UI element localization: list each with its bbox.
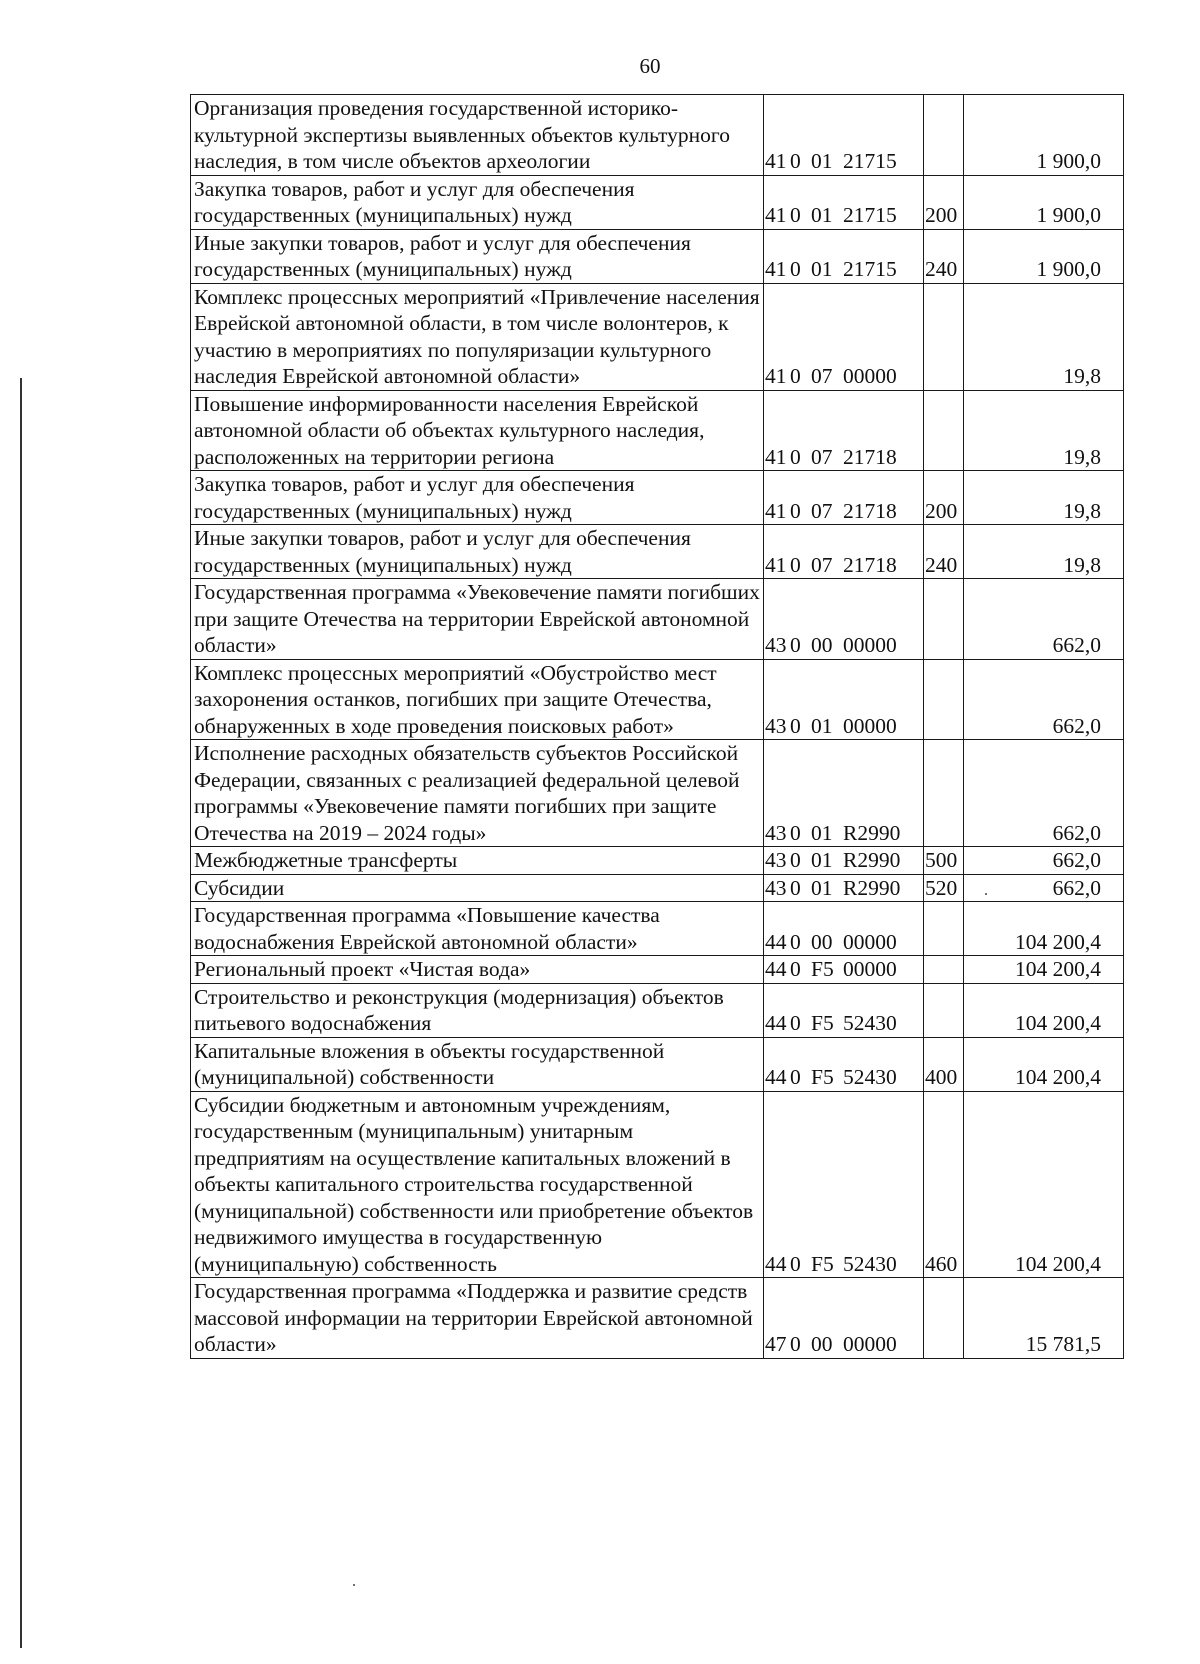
table-row (191, 874, 1124, 902)
expense-type-code (924, 1278, 964, 1359)
amount: 104 200,4 (964, 956, 1124, 984)
expense-type-code (924, 983, 964, 1037)
expense-type-code (924, 956, 964, 984)
expense-type-code: 200 (924, 175, 964, 229)
code-program: 43 (765, 875, 787, 900)
code-subprogram: 0 (790, 364, 801, 388)
target-article-code (764, 874, 924, 902)
expense-name: Субсидии бюджетным и автономным учреждениям, государственным (муниципальным) унитарным предприятиям на осуществление капитальных вложений в объекты капитального строительства государственной (муниципальной) собственности или приобретение объектов недвижимого имущества в государственную (муниципальную) собственность (191, 1091, 764, 1278)
code-program: 47 (765, 1332, 787, 1356)
code-subprogram: 0 (790, 848, 801, 872)
amount: 104 200,4 (964, 983, 1124, 1037)
code-program: 43 (765, 713, 787, 738)
table-row (191, 956, 1124, 984)
code-subprogram: 0 (790, 1065, 801, 1089)
table-row (191, 229, 1124, 283)
code-group: 01 (811, 149, 833, 173)
code-group: 01 (811, 820, 833, 845)
code-subprogram: 0 (790, 498, 801, 523)
code-group: 07 (811, 498, 833, 523)
code-program: 44 (765, 1011, 787, 1035)
code-program: 43 (765, 820, 787, 845)
amount: 19,8 (964, 471, 1124, 525)
code-group: 00 (811, 929, 833, 954)
table-row (191, 283, 1124, 390)
code-program: 44 (765, 929, 787, 954)
code-subprogram: 0 (790, 929, 801, 954)
code-group: 01 (811, 257, 833, 281)
table-row (191, 471, 1124, 525)
code-item: 21715 (843, 203, 897, 227)
code-program: 44 (765, 957, 787, 981)
code-group: 01 (811, 875, 833, 900)
table-row (191, 740, 1124, 847)
code-subprogram: 0 (790, 552, 801, 577)
target-article-code (764, 1037, 924, 1091)
amount: 19,8 (964, 283, 1124, 390)
amount: 662,0 (964, 740, 1124, 847)
code-group: F5 (811, 1065, 834, 1089)
scan-edge-line (20, 378, 22, 1648)
table-row (191, 1278, 1124, 1359)
code-subprogram: 0 (790, 444, 801, 469)
target-article-code (764, 175, 924, 229)
code-item: R2990 (843, 875, 901, 900)
table-row (191, 659, 1124, 740)
code-item: 21718 (843, 498, 897, 523)
expense-name: Региональный проект «Чистая вода» (191, 956, 764, 984)
amount: 662,0 (964, 659, 1124, 740)
code-item: 21718 (843, 552, 897, 577)
amount: 104 200,4 (964, 902, 1124, 956)
target-article-code (764, 1278, 924, 1359)
expense-name: Организация проведения государственной историко-культурной экспертизы выявленных объектов культурного наследия, в том числе объектов археологии (191, 95, 764, 176)
target-article-code (764, 229, 924, 283)
expense-name: Иные закупки товаров, работ и услуг для обеспечения государственных (муниципальных) нужд (191, 525, 764, 579)
amount: 104 200,4 (964, 1037, 1124, 1091)
code-program: 41 (765, 364, 787, 388)
expense-type-code: 400 (924, 1037, 964, 1091)
target-article-code (764, 847, 924, 875)
expense-name: Комплекс процессных мероприятий «Привлечение населения Еврейской автономной области, в том числе волонтеров, к участию в мероприятиях по популяризации культурного наследия Еврейской автономной области» (191, 283, 764, 390)
target-article-code (764, 471, 924, 525)
code-item: 00000 (843, 713, 897, 738)
amount: 15 781,5 (964, 1278, 1124, 1359)
code-group: 00 (811, 633, 833, 657)
target-article-code (764, 525, 924, 579)
target-article-code (764, 902, 924, 956)
code-subprogram: 0 (790, 633, 801, 657)
code-group: 07 (811, 552, 833, 577)
amount: 662,0 (964, 847, 1124, 875)
table-row (191, 902, 1124, 956)
target-article-code (764, 95, 924, 176)
code-group: F5 (811, 1011, 834, 1035)
table-row (191, 95, 1124, 176)
target-article-code (764, 579, 924, 660)
code-subprogram: 0 (790, 875, 801, 900)
code-item: 00000 (843, 633, 897, 657)
code-program: 41 (765, 203, 787, 227)
expense-name: Строительство и реконструкция (модернизация) объектов питьевого водоснабжения (191, 983, 764, 1037)
amount: 1 900,0 (964, 95, 1124, 176)
table-row (191, 1091, 1124, 1278)
expense-name: Закупка товаров, работ и услуг для обеспечения государственных (муниципальных) нужд (191, 471, 764, 525)
table-row (191, 175, 1124, 229)
code-subprogram: 0 (790, 149, 801, 173)
code-program: 41 (765, 552, 787, 577)
expense-type-code (924, 95, 964, 176)
code-subprogram: 0 (790, 1251, 801, 1276)
amount: 19,8 (964, 525, 1124, 579)
code-item: 00000 (843, 929, 897, 954)
expense-name: Иные закупки товаров, работ и услуг для обеспечения государственных (муниципальных) нужд (191, 229, 764, 283)
expense-type-code: 200 (924, 471, 964, 525)
expense-type-code (924, 902, 964, 956)
table-row (191, 1037, 1124, 1091)
target-article-code (764, 983, 924, 1037)
code-item: R2990 (843, 820, 901, 845)
expense-name: Исполнение расходных обязательств субъектов Российской Федерации, связанных с реализацией федеральной целевой программы «Увековечение памяти погибших при защите Отечества на 2019 – 2024 годы» (191, 740, 764, 847)
amount: 1 900,0 (964, 175, 1124, 229)
expense-type-code: 240 (924, 525, 964, 579)
target-article-code (764, 283, 924, 390)
code-item: R2990 (843, 848, 901, 872)
code-group: 00 (811, 1332, 833, 1356)
expense-type-code (924, 390, 964, 471)
expense-type-code (924, 283, 964, 390)
table-row (191, 847, 1124, 875)
code-subprogram: 0 (790, 203, 801, 227)
code-subprogram: 0 (790, 820, 801, 845)
page-number: 60 (639, 54, 661, 78)
expense-type-code (924, 740, 964, 847)
code-program: 43 (765, 848, 787, 872)
code-group: 07 (811, 444, 833, 469)
code-group: 07 (811, 364, 833, 388)
code-group: 01 (811, 848, 833, 872)
expense-name: Государственная программа «Поддержка и развитие средств массовой информации на территории Еврейской автономной области» (191, 1278, 764, 1359)
code-item: 52430 (843, 1065, 897, 1089)
expense-name: Закупка товаров, работ и услуг для обеспечения государственных (муниципальных) нужд (191, 175, 764, 229)
code-item: 52430 (843, 1251, 897, 1276)
expense-name: Межбюджетные трансферты (191, 847, 764, 875)
amount: 1 900,0 (964, 229, 1124, 283)
code-program: 44 (765, 1251, 787, 1276)
budget-table (190, 94, 1124, 1359)
table-row (191, 390, 1124, 471)
target-article-code (764, 659, 924, 740)
target-article-code (764, 1091, 924, 1278)
table-row (191, 983, 1124, 1037)
code-item: 00000 (843, 957, 897, 981)
table-row (191, 579, 1124, 660)
table-row (191, 525, 1124, 579)
code-subprogram: 0 (790, 713, 801, 738)
code-group: 01 (811, 203, 833, 227)
code-subprogram: 0 (790, 1332, 801, 1356)
code-item: 21718 (843, 444, 897, 469)
target-article-code (764, 390, 924, 471)
target-article-code (764, 740, 924, 847)
code-group: F5 (811, 1251, 834, 1276)
code-subprogram: 0 (790, 1011, 801, 1035)
expense-type-code: 460 (924, 1091, 964, 1278)
amount: 662,0 (964, 579, 1124, 660)
code-program: 41 (765, 444, 787, 469)
budget-table-body (191, 95, 1124, 1359)
target-article-code (764, 956, 924, 984)
code-item: 00000 (843, 364, 897, 388)
code-item: 21715 (843, 257, 897, 281)
expense-type-code: 240 (924, 229, 964, 283)
code-group: 01 (811, 713, 833, 738)
expense-name: Субсидии (191, 874, 764, 902)
code-program: 44 (765, 1065, 787, 1089)
code-program: 43 (765, 633, 787, 657)
code-subprogram: 0 (790, 957, 801, 981)
expense-type-code (924, 579, 964, 660)
code-program: 41 (765, 498, 787, 523)
scan-speck (353, 1584, 355, 1586)
expense-name: Повышение информированности населения Еврейской автономной области об объектах культурного наследия, расположенных на территории региона (191, 390, 764, 471)
code-group: F5 (811, 957, 834, 981)
code-item: 21715 (843, 149, 897, 173)
expense-type-code (924, 659, 964, 740)
code-program: 41 (765, 257, 787, 281)
code-subprogram: 0 (790, 257, 801, 281)
expense-type-code: 500 (924, 847, 964, 875)
code-program: 41 (765, 149, 787, 173)
expense-name: Комплекс процессных мероприятий «Обустройство мест захоронения останков, погибших при защите Отечества, обнаруженных в ходе проведения поисковых работ» (191, 659, 764, 740)
amount: 104 200,4 (964, 1091, 1124, 1278)
expense-name: Государственная программа «Повышение качества водоснабжения Еврейской автономной области» (191, 902, 764, 956)
code-item: 52430 (843, 1011, 897, 1035)
expense-name: Капитальные вложения в объекты государственной (муниципальной) собственности (191, 1037, 764, 1091)
amount: 19,8 (964, 390, 1124, 471)
expense-type-code: 520 (924, 874, 964, 902)
amount: 662,0 (964, 874, 1124, 902)
code-item: 00000 (843, 1332, 897, 1356)
expense-name: Государственная программа «Увековечение памяти погибших при защите Отечества на территории Еврейской автономной области» (191, 579, 764, 660)
